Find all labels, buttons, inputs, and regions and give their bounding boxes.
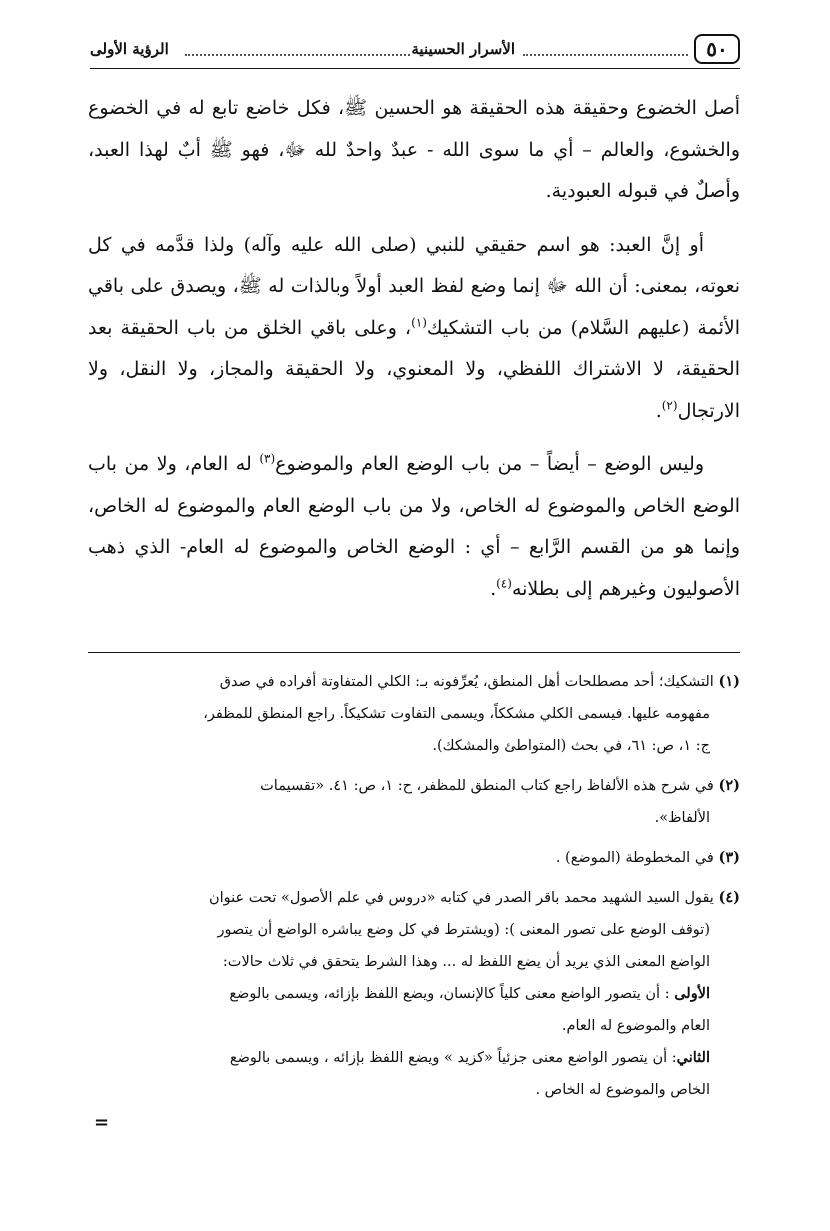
case-label-first: الأولى [674, 985, 710, 1002]
footnote-ref-4[interactable]: (٤) [496, 576, 512, 591]
footnote-number: (٣) [718, 849, 740, 866]
footnote-1: (١) التشكيك؛ أحد مصطلحات أهل المنطق، يُعرِّفونه بـ: الكلي المتفاوتة أفراده في صدق مفهومه عليها. فيسمى الكلي مشككاً، ويسمى التفاوت تشكيكاً. راجع المنطق للمظفر، ج: ١، ص: ٦١، في بحث (المتواطئ والمشكك). [203, 673, 740, 754]
footnote-number: (٤) [718, 889, 740, 906]
footnote-separator [88, 652, 740, 653]
header-dot-leader [523, 54, 688, 56]
header-dot-leader [185, 54, 410, 56]
book-title: الأسرار الحسينية [411, 40, 515, 58]
footnote-number: (٢) [718, 777, 740, 794]
continuation-mark: = [94, 1112, 110, 1133]
footnotes [88, 666, 740, 1114]
main-text [88, 88, 740, 622]
footnote-4: (٤) يقول السيد الشهيد محمد باقر الصدر في كتابه «دروس في علم الأصول» تحت عنوان (توقف الوضع على تصور المعنى ): (ويشترط في كل وضع يباشره الواضع أن يتصور الواضع المعنى الذي يريد أن يضع اللفظ له ... وهذا الشرط يتحقق في ثلاث حالات: الأولى : أن يتصور الواضع معنى كلياً كالإنسان، ويضع اللفظ بإزائه، ويسمى بالوضع العام والموضوع له العام. الثاني: أن يتصور الواضع معنى جزئياً «كزيد » ويضع اللفظ بإزائه ، ويسمى بالوضع الخاص والموضوع له الخاص . [208, 889, 740, 1098]
running-header [90, 32, 740, 69]
footnote-ref-3[interactable]: (٣) [259, 451, 276, 466]
page-number: ٥٠ [694, 34, 740, 64]
paragraph-2: أو إنَّ العبد: هو اسم حقيقي للنبي (صلى الله عليه وآله) ولذا قدَّمه في كل نعوته، بمعنى: أن الله ﷻ إنما وضع لفظ العبد أولاً وبالذات له ﷺ، ويصدق على باقي الأئمة (عليهم السَّلام) من باب التشكيك$^{(١)}$، وعلى باقي الخلق من باب الحقيقة بعد الحقيقة، لا الاشتراك اللفظي، ولا المعنوي، ولا الحقيقة والمجاز، ولا النقل، ولا الارتجال$^{(٢)}$. [88, 233, 740, 422]
footnote-ref-1[interactable]: (١) [411, 315, 427, 330]
footnote-ref-2[interactable]: (٢) [661, 398, 678, 413]
paragraph-3: وليس الوضع – أيضاً – من باب الوضع العام والموضوع$^{(٣)}$ له العام، ولا من باب الوضع الخاص والموضوع له الخاص، ولا من باب الوضع العام والموضوع له الخاص، وإنما هو من القسم الرَّابع – أي : الوضع الخاص والموضوع له العام- الذي ذهب الأصوليون وغيرهم إلى بطلانه$^{(٤)}$. [88, 451, 740, 600]
footnote-number: (١) [718, 673, 740, 690]
chapter-title: الرؤية الأولى [90, 40, 169, 58]
footnote-2: (٢) في شرح هذه الألفاظ راجع كتاب المنطق للمظفر، ح: ١، ص: ٤١. «تقسيمات الألفاظ». [260, 777, 740, 826]
footnote-3: (٣) في المخطوطة (الموضع) . [555, 849, 740, 866]
paragraph-1: أصل الخضوع وحقيقة هذه الحقيقة هو الحسين ﷺ، فكل خاضع تابع له في الخضوع والخشوع، والعالم – أي ما سوى الله - عبدٌ واحدٌ لله ﷻ، فهو ﷺ أبٌ لهذا العبد، وأصلٌ في قبوله العبودية. [88, 97, 740, 202]
case-label-second: الثاني [676, 1049, 710, 1066]
